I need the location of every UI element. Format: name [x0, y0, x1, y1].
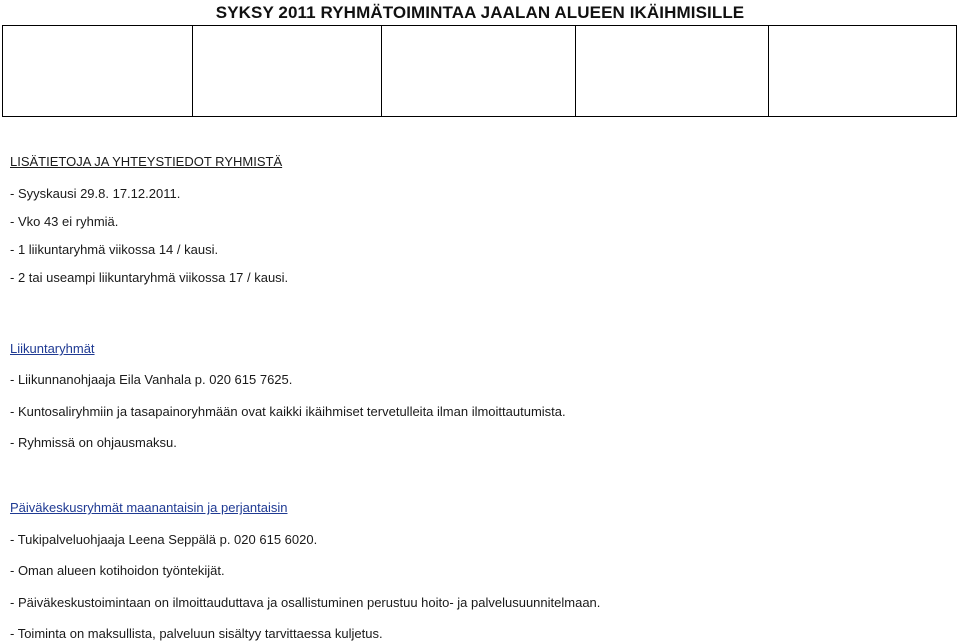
exercise-item-fee: - Ryhmissä on ohjausmaksu.: [10, 435, 177, 450]
daycenter-heading: Päiväkeskusryhmät maanantaisin ja perjantaisin: [10, 500, 288, 515]
daycenter-item-coordinator: - Tukipalveluohjaaja Leena Seppälä p. 020 615 6020.: [10, 532, 318, 547]
exercise-item-instructor: - Liikunnanohjaaja Eila Vanhala p. 020 615 7625.: [10, 372, 293, 387]
info-item-week43: - Vko 43 ei ryhmiä.: [10, 214, 119, 229]
schedule-cell-wednesday: [382, 26, 576, 116]
exercise-heading: Liikuntaryhmät: [10, 341, 95, 356]
exercise-item-welcome: - Kuntosaliryhmiin ja tasapainoryhmään ovat kaikki ikäihmiset tervetulleita ilman ilmoittautumista.: [10, 404, 566, 419]
page-title: SYKSY 2011 RYHMÄTOIMINTAA JAALAN ALUEEN IKÄIHMISILLE: [215, 3, 745, 22]
schedule-cell-friday: [769, 26, 957, 116]
daycenter-item-registration: - Päiväkeskustoimintaan on ilmoittauduttava ja osallistuminen perustuu hoito- ja palvelusuunnitelmaan.: [10, 595, 601, 610]
daycenter-item-homecare: - Oman alueen kotihoidon työntekijät.: [10, 563, 225, 578]
info-item-one-group-fee: - 1 liikuntaryhmä viikossa 14 / kausi.: [10, 242, 219, 257]
daycenter-item-payment: - Toiminta on maksullista, palveluun sisältyy tarvittaessa kuljetus.: [10, 626, 383, 641]
info-heading: LISÄTIETOJA JA YHTEYSTIEDOT RYHMISTÄ: [10, 154, 283, 169]
schedule-grid: [2, 25, 957, 117]
schedule-cell-tuesday: [193, 26, 382, 116]
schedule-cell-monday: [3, 26, 193, 116]
info-item-season: - Syyskausi 29.8. 17.12.2011.: [10, 186, 181, 201]
info-item-multi-group-fee: - 2 tai useampi liikuntaryhmä viikossa 17 / kausi.: [10, 270, 289, 285]
schedule-cell-thursday: [576, 26, 769, 116]
